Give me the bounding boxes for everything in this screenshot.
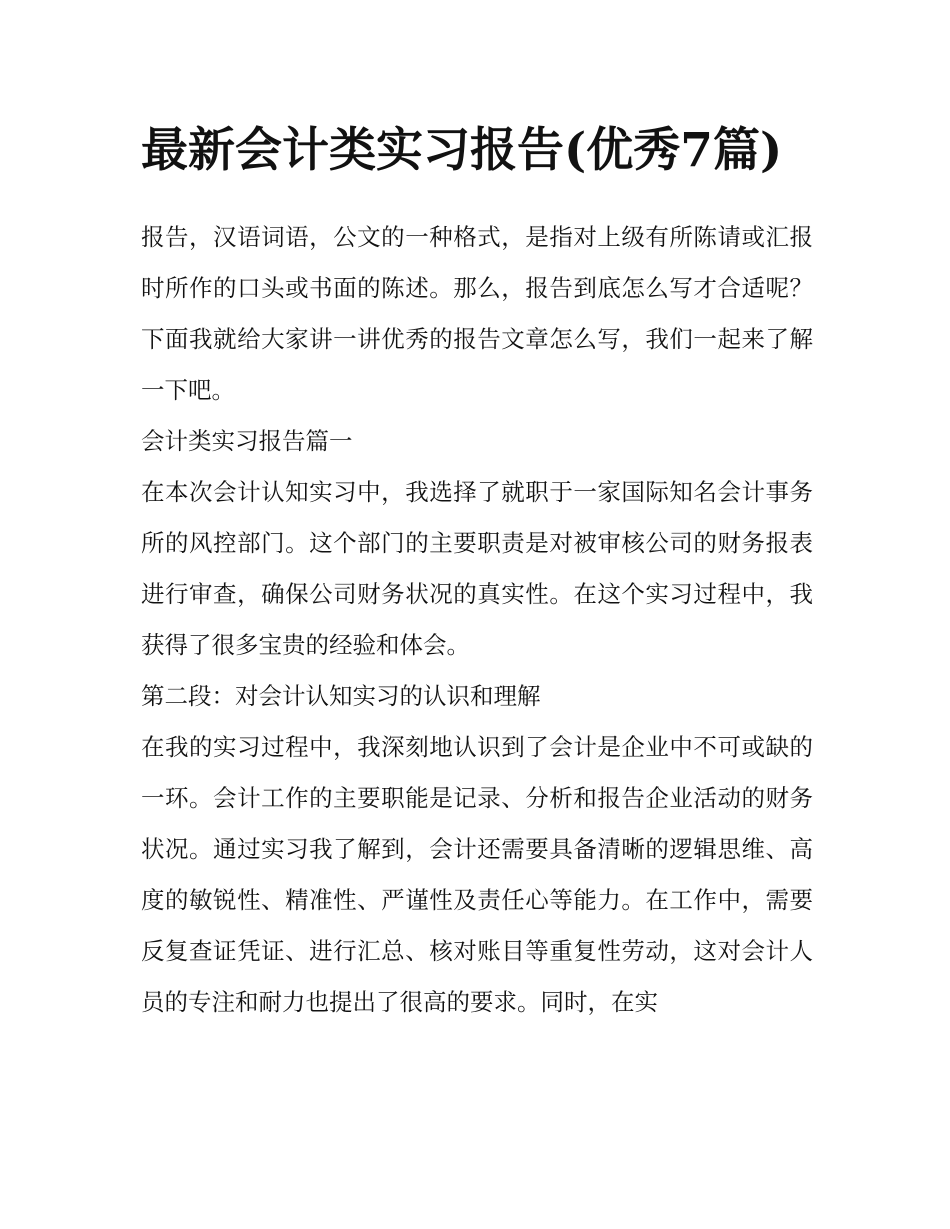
intro-paragraph: 报告，汉语词语，公文的一种格式，是指对上级有所陈请或汇报时所作的口头或书面的陈述。那么，报告到底怎么写才合适呢？下面我就给大家讲一讲优秀的报告文章怎么写，我们一起来了解一下吧。 — [141, 223, 813, 404]
paragraph-1: 在本次会计认知实习中，我选择了就职于一家国际知名会计事务所的风控部门。这个部门的主要职责是对被审核公司的财务报表进行审查，确保公司财务状况的真实性。在这个实习过程中，我获得了很多宝贵的经验和体会。 — [141, 478, 813, 659]
document-title: 最新会计类实习报告(优秀7篇) — [141, 123, 783, 178]
document-content — [141, 112, 813, 1028]
paragraph-2: 在我的实习过程中，我深刻地认识到了会计是企业中不可或缺的一环。会计工作的主要职能是记录、分析和报告企业活动的财务状况。通过实习我了解到，会计还需要具备清晰的逻辑思维、高度的敏锐性、精准性、严谨性及责任心等能力。在工作中，需要反复查证凭证、进行汇总、核对账目等重复性劳动，这对会计人员的专注和耐力也提出了很高的要求。同时，在实 — [141, 733, 813, 1016]
subheading: 第二段：对会计认知实习的认识和理解 — [141, 682, 541, 710]
document-body — [141, 212, 813, 1028]
section-heading: 会计类实习报告篇一 — [141, 427, 353, 455]
